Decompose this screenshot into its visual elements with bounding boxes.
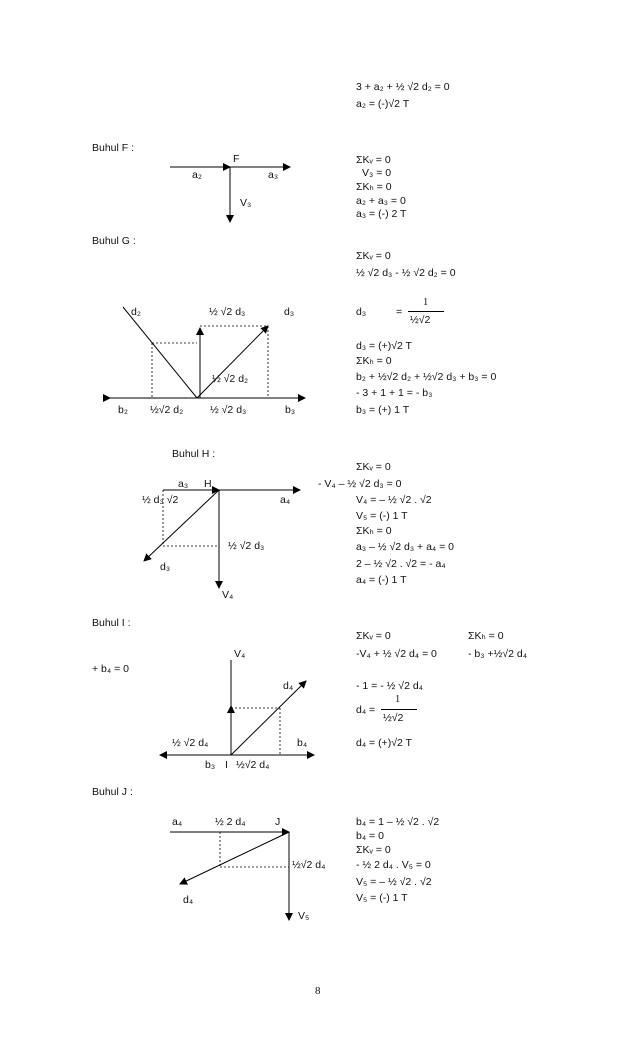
force-label: b₄ xyxy=(297,737,308,749)
diagram-node-j xyxy=(170,832,289,920)
force-label: ½ 2 d₄ xyxy=(215,816,246,828)
equation-equals: = xyxy=(396,306,403,318)
force-label: V₄ xyxy=(222,589,234,601)
equation-line: b₂ + ½√2 d₂ + ½√2 d₃ + b₃ = 0 xyxy=(356,371,497,383)
equation-lhs: d₄ = xyxy=(356,704,376,716)
force-label: V₅ xyxy=(298,910,310,922)
section-heading-buhul-h: Buhul H : xyxy=(172,448,216,460)
force-label: ½√2 d₄ xyxy=(292,859,326,871)
force-label: ½√2 d₂ xyxy=(150,404,184,416)
equation-line: ΣKᵥ = 0 xyxy=(356,461,391,473)
equation-line: ΣKₕ = 0 xyxy=(356,355,392,367)
force-label: a₄ xyxy=(172,816,183,828)
section-heading-buhul-j: Buhul J : xyxy=(92,786,133,798)
equation-line: ΣKₕ = 0 xyxy=(468,630,504,642)
force-label: d₄ xyxy=(183,894,194,906)
equation-line: V₃ = 0 xyxy=(362,167,392,179)
equation-line: a₄ = (-) 1 T xyxy=(356,574,407,586)
section-heading-buhul-f: Buhul F : xyxy=(92,142,135,154)
fraction-denominator: ½√2 xyxy=(410,314,431,326)
equation-line: - ½ 2 d₄ . V₅ = 0 xyxy=(356,859,431,871)
equation-line: - 3 + 1 + 1 = - b₃ xyxy=(356,387,433,399)
equation-line: ΣKᵥ = 0 xyxy=(356,250,391,262)
equation-lhs: d₃ xyxy=(356,306,367,318)
node-label: F xyxy=(233,153,240,165)
equation-line: b₃ = (+) 1 T xyxy=(356,404,410,416)
force-label: b₃ xyxy=(205,759,216,771)
equation-line: - 1 = - ½ √2 d₄ xyxy=(356,680,423,692)
equation-line: + b₄ = 0 xyxy=(92,663,129,675)
force-label: d₃ xyxy=(284,306,295,318)
equation-line: V₄ = – ½ √2 . √2 xyxy=(356,494,432,506)
equation-line: ΣKᵥ = 0 xyxy=(356,630,391,642)
fraction-denominator: ½√2 xyxy=(383,712,404,724)
force-label: ½ √2 d₂ xyxy=(212,373,249,385)
equation-line: b₄ = 0 xyxy=(356,830,384,842)
equation-line: ΣKₕ = 0 xyxy=(356,525,392,537)
equation-line: d₃ = (+)√2 T xyxy=(356,340,412,352)
fraction-bar xyxy=(408,311,444,312)
equation-line: V₅ = (-) 1 T xyxy=(356,510,408,522)
equation-line: a₂ = (-)√2 T xyxy=(356,98,410,110)
force-label: d₂ xyxy=(131,306,141,318)
fraction-bar xyxy=(381,709,417,710)
section-heading-buhul-i: Buhul I : xyxy=(92,617,131,629)
force-label: ½ √2 d₃ xyxy=(209,306,246,318)
equation-line: a₃ = (-) 2 T xyxy=(356,208,407,220)
equation-line: d₄ = (+)√2 T xyxy=(356,737,412,749)
diagram-node-g xyxy=(110,307,305,398)
force-label: a₂ xyxy=(192,169,202,181)
equation-line: 2 – ½ √2 . √2 = - a₄ xyxy=(356,558,446,570)
fraction-numerator: 1 xyxy=(423,297,429,308)
equation-line: V₅ = – ½ √2 . √2 xyxy=(356,876,432,888)
force-label: ½ √2 d₃ xyxy=(228,540,265,552)
equation-line: 3 + a₂ + ½ √2 d₂ = 0 xyxy=(356,81,450,93)
force-label: V₃ xyxy=(240,197,252,209)
equation-line: ΣKᵥ = 0 xyxy=(356,154,391,166)
equation-line: ΣKₕ = 0 xyxy=(356,181,392,193)
force-label: a₃ xyxy=(268,169,279,181)
equation-line: a₃ – ½ √2 d₃ + a₄ = 0 xyxy=(356,541,454,553)
equation-line: ½ √2 d₃ - ½ √2 d₂ = 0 xyxy=(356,267,456,279)
force-label: b₃ xyxy=(285,404,296,416)
force-label: d₃ xyxy=(160,561,171,573)
node-label: J xyxy=(275,816,281,828)
force-label: b₂ xyxy=(118,404,128,416)
force-label: ½ d₃ √2 xyxy=(142,494,179,506)
force-label: a₄ xyxy=(280,494,291,506)
page-number: 8 xyxy=(315,985,321,997)
node-label: H xyxy=(204,478,212,490)
equation-line: -V₄ + ½ √2 d₄ = 0 xyxy=(356,648,437,660)
force-label: ½ √2 d₄ xyxy=(172,737,209,749)
equation-line: b₄ = 1 – ½ √2 . √2 xyxy=(356,816,440,828)
node-label: I xyxy=(225,759,228,771)
equation-line: - V₄ – ½ √2 d₃ = 0 xyxy=(318,478,402,490)
equation-line: V₅ = (-) 1 T xyxy=(356,892,408,904)
force-label: a₃ xyxy=(178,478,189,490)
equation-line: a₂ + a₃ = 0 xyxy=(356,195,406,207)
fraction-numerator: 1 xyxy=(395,694,401,705)
force-label: ½ √2 d₃ xyxy=(210,404,247,416)
force-label: d₄ xyxy=(283,680,294,692)
equation-line: ΣKᵥ = 0 xyxy=(356,844,391,856)
force-label: ½√2 d₄ xyxy=(236,759,270,771)
section-heading-buhul-g: Buhul G : xyxy=(92,235,136,247)
force-label: V₄ xyxy=(234,648,246,660)
equation-line: - b₃ +½√2 d₄ xyxy=(468,648,527,660)
